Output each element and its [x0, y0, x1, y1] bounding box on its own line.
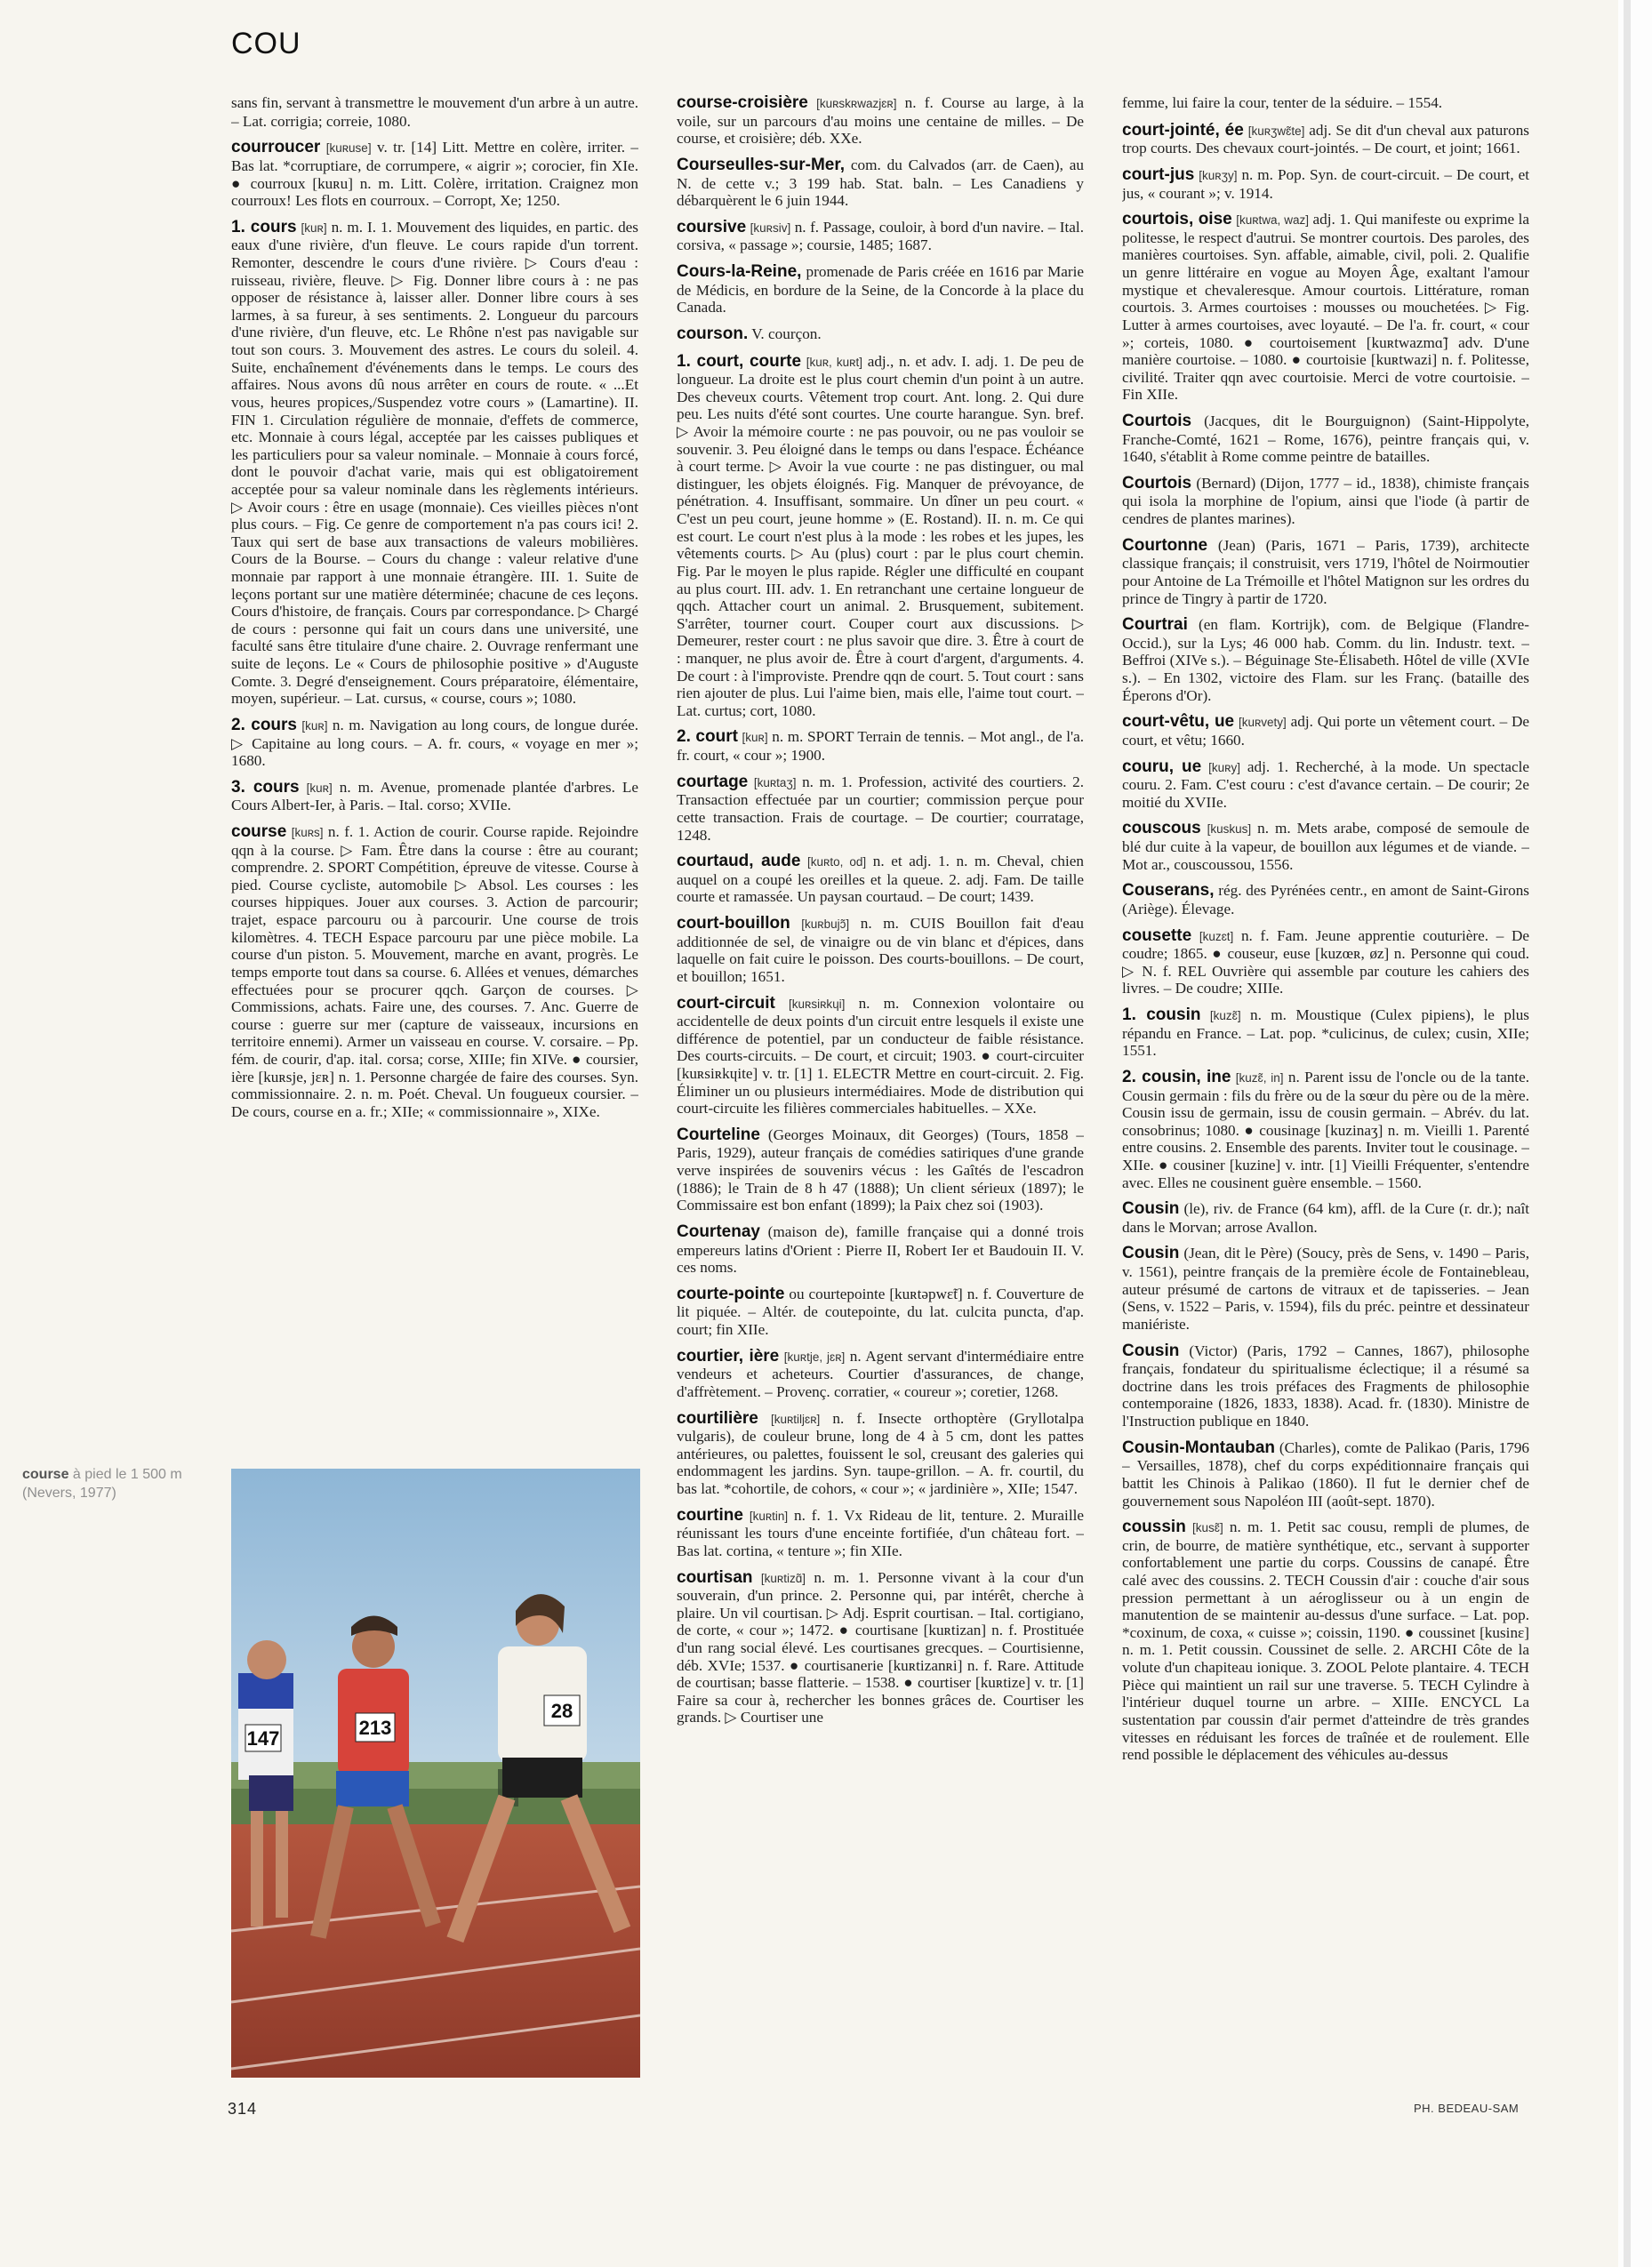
entry-phonetic: [kuskus]	[1207, 822, 1252, 837]
entry-phonetic: [kuʀs]	[291, 826, 324, 839]
entry-headword: courson.	[677, 324, 749, 343]
entry-text: (Jean) (Paris, 1671 – Paris, 1739), architecte classique français; il construisit, vers 1719, l'hôtel de Noirmoutier pour Antoine de La Trémoille et l'hôtel Matignon sur les ordres du prince de Tingry à partir de 1720.	[1122, 536, 1529, 607]
dictionary-entry	[677, 352, 1084, 720]
entry-phonetic: [kuʀtje, jɛʀ]	[783, 1350, 846, 1364]
entry-text: sans fin, servant à transmettre le mouvement d'un arbre à un autre. – Lat. corrigia; correie, 1080.	[231, 94, 638, 130]
dictionary-entry	[677, 1285, 1084, 1339]
entry-phonetic: [kuʀ]	[742, 731, 768, 745]
entry-text: (Victor) (Paris, 1792 – Cannes, 1867), philosophe français, fondateur du spiritualisme éclectique; il a résumé sa doctrine dans les trois préfaces des Fragments de philosophie contemporaine (1826, 1833, 1838). Acad. fr. (1830). Ministre de l'Instruction publique en 1840.	[1122, 1342, 1529, 1430]
entry-phonetic: [kuʀy]	[1208, 760, 1240, 774]
dictionary-entry	[677, 1506, 1084, 1560]
entry-headword: Cours-la-Reine,	[677, 262, 802, 282]
dictionary-entry	[677, 324, 1084, 344]
entry-headword: court-bouillon	[677, 914, 790, 933]
entry-headword: 1. court, courte	[677, 351, 802, 371]
entry-phonetic: [kuʀtwa, waz]	[1236, 213, 1309, 228]
dictionary-entry	[231, 93, 638, 130]
dictionary-entry	[1122, 210, 1529, 404]
dictionary-entry	[1122, 1005, 1529, 1060]
running-race-photo	[231, 1469, 640, 2078]
photo-credit: PH. BEDEAU-SAM	[1414, 2102, 1520, 2115]
entry-text: n. m. Navigation au long cours, de longue durée. ▷ Capitaine au long cours. – A. fr. cours, « voyage en mer »; 1680.	[231, 716, 638, 770]
entry-text: femme, lui faire la cour, tenter de la séduire. – 1554.	[1122, 94, 1443, 111]
dictionary-entry	[1122, 757, 1529, 812]
dictionary-entry	[677, 218, 1084, 254]
dictionary-entry	[677, 93, 1084, 148]
entry-text: adj. Se dit d'un cheval aux paturons trop courts. Des chevaux court-jointés. – De court, et joint; 1661.	[1122, 121, 1529, 157]
caption-keyword: course	[22, 1467, 69, 1482]
entry-phonetic: [kuʀtin]	[749, 1509, 789, 1523]
dictionary-entry	[677, 1409, 1084, 1498]
entry-text: n. f. Fam. Jeune apprentie couturière. – De coudre; 1865. ● couseur, euse [kuzœʀ, øz] n. Personne qui coud. ▷ N. f. REL Ouvrière qui assemble par couture les cahiers des livres. – De coudre; XIIIe.	[1122, 926, 1529, 997]
dictionary-entry	[1122, 926, 1529, 997]
entry-text: n. m. Avenue, promenade plantée d'arbres. Le Cours Albert-Ier, à Paris. – Ital. corso; XVIIe.	[231, 778, 638, 814]
running-head: COU	[231, 27, 301, 60]
entry-text: adj. 1. Qui manifeste ou exprime la politesse, le respect d'autrui. Se montrer courtois. Des paroles, des manières courtoises. Syn. affable, aimable, civil, poli. 2. Qualifie un genre littéraire en vogue au Moyen Âge, exaltant l'amour mystique et chevaleresque. Amour courtois. Littérature, roman courtois. 3. Armes courtoises : mousses ou mouchetées. ▷ Fig. Lutter à armes courtoises, avec loyauté. – De l'a. fr. court, « cour »; corteis, 1080. ● courtoisement [kuʀtwazmɑ̃] adv. D'une manière courtoise. – 1080. ● courtoisie [kuʀtwazi] n. f. Politesse, civilité. Traiter qqn avec courtoisie. Merci de votre courtoisie. – Fin XIIe.	[1122, 211, 1529, 404]
dictionary-entry	[677, 156, 1084, 210]
entry-headword: courtaud, aude	[677, 852, 801, 871]
entry-headword: courroucer	[231, 138, 321, 157]
entry-headword: court-jus	[1122, 164, 1195, 184]
entry-phonetic: [kuzɛt]	[1199, 929, 1234, 943]
dictionary-entry	[677, 1347, 1084, 1401]
entry-text: n. m. CUIS Bouillon fait d'eau additionnée de sel, de vinaigre ou de vin blanc et d'épices, dans laquelle on fait cuire le poisson. Des courts-bouillons. – De court, et bouillon; 1651.	[677, 915, 1084, 985]
entry-headword: court-vêtu, ue	[1122, 712, 1235, 732]
entry-text: n. Parent issu de l'oncle ou de la tante. Cousin germain : fils du frère ou de la sœur du père ou de la mère. Cousin issu de germain, issu de cousin germain. – Abrév. du lat. consobrinus; 1080. ● cousinage [kuzinaʒ] n. m. Vieilli 1. Parenté entre cousins. 2. Ensemble des parents. Inviter tout le cousinage. – XIIe. ● cousiner [kuzine] v. intr. [1] Vieilli Fréquenter, s'entendre avec. Elles ne cousinent guère ensemble. – 1560.	[1122, 1068, 1529, 1191]
entry-headword: courtine	[677, 1505, 743, 1525]
entry-headword: court-circuit	[677, 993, 775, 1013]
entry-text: n. f. Course au large, à la voile, sur un parcours d'au moins une centaine de milles. – De course, et croisière; déb. XXe.	[677, 94, 1084, 148]
entry-phonetic: [kuʀʒwɛ̃te]	[1247, 124, 1305, 138]
entry-headword: Courtonne	[1122, 535, 1208, 555]
entry-headword: Courtrai	[1122, 615, 1188, 635]
entry-phonetic: [kuʀvety]	[1238, 716, 1287, 730]
entry-headword: 1. cours	[231, 217, 297, 236]
entry-text: (maison de), famille française qui a donné trois empereurs latins d'Orient : Pierre II, Robert Ier et Baudouin II. V. ces noms.	[677, 1222, 1084, 1277]
entry-headword: couscous	[1122, 819, 1201, 838]
entry-headword: course-croisière	[677, 93, 808, 112]
entry-text: n. m. Pop. Syn. de court-circuit. – De court, et jus, « courant »; v. 1914.	[1122, 165, 1529, 202]
entry-text: n. m. 1. Personne vivant à la cour d'un souverain, d'un prince. 2. Personne qui, par intérêt, cherche à plaire. Un vil courtisan. ▷ Adj. Esprit courtisan. – Ital. cortigiano, de corte, « cour »; 1472. ● courtisane [kuʀtizan] n. f. Prostituée d'un rang social élevé. Les courtisanes grecques. – Courtisienne, déb. XVIe; 1537. ● courtisanerie [kuʀtizanʀi] n. f. Rare. Attitude de courtisan; basse flatterie. – 1538. ● courtiser [kuʀtize] v. tr. [1] Faire sa cour à, rechercher les bonnes grâces de. Courtiser les grands. ▷ Courtiser une	[677, 1568, 1084, 1726]
entry-text: (en flam. Kortrijk), com. de Belgique (Flandre-Occid.), sur la Lys; 46 000 hab. Comm. du lin. Industr. text. – Beffroi (XIVe s.). – Béguinage Ste-Élisabeth. Hôtel de ville (XVIe s.). – En 1302, victoire des Flam. sur les Franç. (bataille des Éperons d'Or).	[1122, 616, 1529, 704]
entry-text: n. f. 1. Action de courir. Course rapide. Rejoindre qqn à la course. ▷ Fam. Être dans la course : être au courant; comprendre. 2. SPORT Compétition, épreuve de vitesse. Course à pied. Course cycliste, automobile ▷ Absol. Les courses : les courses hippiques. Jouer aux courses. 3. Action de parcourir; trajet, espace parcouru ou à parcourir. Une course de trois kilomètres. 4. TECH Espace parcouru par une pièce mobile. La course d'un piston. 5. Mouvement, marche en avant, progrès. Le temps emporte tout dans sa course. 6. Allées et venues, démarches effectuées pour se procurer qqch. Garçon de courses. ▷ Commissions, achats. Faire une, des courses. 7. Anc. Guerre de course : guerre sur mer (capture de vaisseaux, incursions en territoire ennemi). Armer un vaisseau en course. V. corsaire. – Pp. fém. de courir, d'ap. ital. corsa; corse, XIIIe; fin XIVe. ● coursier, ière [kuʀsje, jɛʀ] n. 1. Personne chargée de faire des courses. Syn. commissionnaire. 2. n. m. Poét. Cheval. Un fougueux coursier. – De cours, course en a. fr.; XIIe; « commissionnaire », XIXe.	[231, 823, 638, 1120]
dictionary-entry	[1122, 881, 1529, 917]
entry-text: adj., n. et adv. I. adj. 1. De peu de longueur. La droite est le plus court chemin d'un point à un autre. Des cheveux courts. Vêtement trop court. Ant. long. 2. Qui dure peu. Les nuits d'été sont courtes. Une courte harangue. Syn. bref. ▷ Avoir la mémoire courte : ne pas pouvoir, ou ne pas vouloir se souvenir. 3. Peu éloigné dans le temps ou dans l'espace. Échéance à court terme. ▷ Avoir la vue courte : ne pas distinguer, ou mal distinguer, les objets éloignés. Fig. Manquer de prévoyance, de pénétration. 4. Insuffisant, sommaire. Un dîner un peu court. « C'est un peu court, jeune homme » (E. Rostand). II. n. m. Ce qui est court. Le court n'est plus à la mode : les robes et les jupes, les vêtements courts. ▷ Au (plus) court : par le plus court chemin. Fig. Par le moyen le plus rapide. Régler une difficulté en coupant au plus court. III. adv. 1. En retranchant une certaine longueur de qqch. Attacher court un animal. 2. Brusquement, subitement. S'arrêter, tourner court. Couper court aux discussions. ▷ Demeurer, rester court : ne plus savoir que dire. 3. Être à court de : manquer, ne plus avoir de. Être à court d'argent, d'arguments. 4. De court : à l'improviste. Prendre qqn de court. 5. Tout court : sans rien ajouter de plus. Lui l'aime bien, mais elle, l'aime tout court. – Lat. curtus; cort, 1080.	[677, 352, 1084, 719]
dictionary-entry	[677, 1125, 1084, 1214]
entry-headword: Courtois	[1122, 473, 1192, 493]
dictionary-entry	[231, 218, 638, 708]
entry-text: n. f. Insecte orthoptère (Gryllotalpa vulgaris), de couleur brune, long de 4 à 5 cm, dont les pattes antérieures, ou palettes, fouissent le sol, creusant des galeries qui endommagent les jardins. Syn. taupe-grillon. – A. fr. courtil, du bas lat. *cohortile, de cohors, « cour »; « jardinière », XIIe; 1547.	[677, 1409, 1084, 1498]
entry-text: (le), riv. de France (64 km), affl. de la Cure (r. dr.); naît dans le Morvan; arrose Avallon.	[1122, 1200, 1529, 1236]
entry-phonetic: [kusɛ̃]	[1192, 1521, 1223, 1535]
entry-headword: 2. court	[677, 727, 738, 747]
dictionary-entry	[1122, 1438, 1529, 1510]
dictionary-entry	[1122, 1199, 1529, 1236]
entry-headword: Cousin-Montauban	[1122, 1438, 1276, 1457]
entry-text: n. m. Connexion volontaire ou accidentelle de deux points d'un circuit entre lesquels il existe une différence de potentiel, par un conducteur de faible résistance. Des courts-circuits. – De court, et circuit; 1903. ● court-circuiter [kuʀsiʀkɥite] v. tr. [1] 1. ELECTR Mettre en court-circuit. 2. Fig. Éliminer un ou plusieurs intermédiaires. Mode de distribution qui court-circuite les filières commerciales habituelles. – XXe.	[677, 994, 1084, 1117]
entry-text: rég. des Pyrénées centr., en amont de Saint-Girons (Ariège). Élevage.	[1122, 882, 1529, 917]
entry-headword: Courseulles-sur-Mer,	[677, 155, 845, 174]
text-column-3	[1122, 93, 1529, 2080]
entry-phonetic: [kuʀtaʒ]	[753, 775, 797, 789]
entry-text: ou courtepointe [kuʀtəpwɛ̃t] n. f. Couverture de lit piquée. – Altér. de coutepointe, du lat. culcita puncta, d'ap. court; fin XIIe.	[677, 1285, 1084, 1339]
entry-text: adj. Qui porte un vêtement court. – De court, et vêtu; 1660.	[1122, 713, 1529, 749]
dictionary-entry	[677, 773, 1084, 844]
entry-phonetic: [kuʀ]	[301, 220, 327, 235]
entry-text: (Bernard) (Dijon, 1777 – id., 1838), chimiste français qui isola la morphine de l'opium, ainsi que l'iode (à partir de cendres de plantes marines).	[1122, 474, 1529, 528]
entry-phonetic: [kuʀto, od]	[807, 855, 867, 869]
bib-number: 147	[246, 1727, 280, 1750]
entry-headword: couru, ue	[1122, 757, 1202, 776]
entry-phonetic: [kuʀskʀwazjɛʀ]	[816, 97, 897, 110]
entry-text: v. tr. [14] Litt. Mettre en colère, irriter. – Bas lat. *corruptiare, de corrumpere, « aigrir »; corocier, fin XIe. ● courroux [kuʀu] n. m. Litt. Colère, irritation. Craignez mon courroux! Les flots en courroux. – Corropt, Xe; 1250.	[231, 139, 638, 210]
text-column-2	[677, 93, 1084, 2080]
entry-text: n. f. 1. Vx Rideau de lit, tenture. 2. Muraille réunissant les tours d'une enceinte fortifiée, d'un château fort. – Bas lat. cortina, « tenture »; fin XIIe.	[677, 1506, 1084, 1559]
dictionary-entry	[1122, 712, 1529, 749]
entry-phonetic: [kuʀsiʀkɥi]	[789, 997, 846, 1011]
entry-text: n. f. Passage, couloir, à bord d'un navire. – Ital. corsiva, « passage »; coursie, 1485; 1687.	[677, 218, 1084, 254]
entry-text: n. m. 1. Petit sac cousu, rempli de plumes, de crin, de bourre, de matière synthétique, etc., servant à supporter confortablement une partie du corps. Coussins de canapé. Être calé avec des coussins. 2. TECH Coussin d'air : couche d'air sous pression permettant à un aéroglisseur ou à un engin de manutention de se maintenir au-dessus d'une surface. – Lat. pop. *coxinum, de coxa, « cuisse »; coissin, 1190. ● coussinet [kusinɛ] n. m. 1. Petit coussin. Coussinet de selle. 2. ARCHI Côte de la volute d'un chapiteau ionique. 3. ZOOL Pelote plantaire. 4. TECH Pièce qui maintient un rail sur une traverse. 5. TECH Cylindre à l'intérieur duquel tourne un arbre. – XIIIe. ENCYCL La sustentation par coussin d'air permet d'atteindre de très grandes vitesses en réduisant les forces de traînée et de roulement. Elle rend possible le déplacement des véhicules au-dessus	[1122, 1518, 1529, 1764]
entry-headword: Cousin	[1122, 1341, 1180, 1360]
photo-caption	[22, 1465, 191, 1502]
dictionary-entry	[1122, 412, 1529, 466]
entry-text: (Georges Moinaux, dit Georges) (Tours, 1858 – Paris, 1929), auteur français de comédies satiriques d'une grande verve inspirées de souvenirs vécus : les Gaîtés de l'escadron (1886); le Train de 8 h 47 (1888); Un client sérieux (1897); le Commissaire est bon enfant (1899); la Paix chez soi (1903).	[677, 1125, 1084, 1214]
dictionary-entry	[677, 727, 1084, 764]
dictionary-entry	[677, 1222, 1084, 1277]
dictionary-entry	[231, 716, 638, 770]
dictionary-entry	[1122, 1244, 1529, 1333]
entry-text: promenade de Paris créée en 1616 par Marie de Médicis, en bordure de la Seine, de la Concorde à la place du Canada.	[677, 263, 1084, 316]
dictionary-entry	[1122, 1342, 1529, 1430]
entry-text: (Jean, dit le Père) (Soucy, près de Sens, v. 1490 – Paris, v. 1561), peintre français de la première école de Fontainebleau, auteur présumé de cartons de vitraux et de tapisseries. – Jean (Sens, v. 1522 – Paris, v. 1594), fils du préc. peintre et dessinateur maniériste.	[1122, 1245, 1529, 1333]
entry-headword: Courtois	[1122, 411, 1192, 430]
dictionary-entry	[1122, 93, 1529, 113]
entry-headword: courtage	[677, 772, 749, 791]
entry-headword: coursive	[677, 217, 747, 236]
entry-text: n. Agent servant d'intermédiaire entre vendeurs et acheteurs. Courtier d'assurances, de change, d'affrètement. – Provenç. corratier, « coureur »; coretier, 1268.	[677, 1347, 1084, 1400]
dictionary-entry	[677, 262, 1084, 316]
entry-text: adj. 1. Recherché, à la mode. Un spectacle couru. 2. Fam. C'est couru : c'est d'avance certain. – De courir; 2e moitié du XVIIe.	[1122, 757, 1529, 811]
entry-headword: 2. cousin, ine	[1122, 1067, 1231, 1086]
page-edge	[1618, 0, 1652, 2267]
entry-headword: course	[231, 822, 287, 841]
entry-text: n. m. Moustique (Culex pipiens), le plus répandu en France. – Lat. pop. *culicinus, de culex; cusin, XIIe; 1551.	[1122, 1006, 1529, 1060]
entry-phonetic: [kuʀsiv]	[750, 220, 791, 235]
dictionary-entry	[1122, 819, 1529, 873]
entry-headword: Courtenay	[677, 1222, 760, 1241]
dictionary-entry	[677, 914, 1084, 985]
dictionary-entry	[1122, 615, 1529, 704]
dictionary-entry	[1122, 121, 1529, 157]
page-number: 314	[228, 2100, 258, 2118]
entry-headword: Cousin	[1122, 1244, 1180, 1263]
dictionary-entry	[1122, 165, 1529, 202]
entry-phonetic: [kuzɛ̃]	[1209, 1009, 1241, 1023]
caption-text: à pied le 1 500 m (Nevers, 1977)	[22, 1467, 182, 1502]
bib-number: 213	[358, 1717, 392, 1739]
entry-headword: 2. cours	[231, 715, 297, 734]
entry-text: n. et adj. 1. n. m. Cheval, chien auquel on a coupé les oreilles et la queue. 2. adj. Fam. De taille courte et ramassée. Un paysan courtaud. – De court; 1439.	[677, 853, 1084, 906]
entry-headword: coussin	[1122, 1518, 1186, 1537]
entry-text: (Charles), comte de Palikao (Paris, 1796 – Versailles, 1878), chef du corps expéditionnaire français qui battit les Chinois à Palikao (1860). Il fut le dernier chef de gouvernement sous Napoléon III (août-sept. 1870).	[1122, 1438, 1529, 1510]
dictionary-entry	[1122, 1518, 1529, 1764]
dictionary-entry	[1122, 536, 1529, 607]
entry-phonetic: [kuʀtizɑ̃]	[760, 1571, 806, 1585]
dictionary-entry	[231, 822, 638, 1120]
dictionary-entry	[1122, 1068, 1529, 1191]
dictionary-entry	[231, 138, 638, 209]
dictionary-entry	[1122, 474, 1529, 528]
dictionary-entry	[231, 778, 638, 814]
entry-phonetic: [kuʀbujɔ̃]	[801, 917, 850, 932]
entry-text: n. m. I. 1. Mouvement des liquides, en partic. des eaux d'une rivière, d'un fleuve. Le cours rapide d'un torrent. Remonter, descendre le cours d'une rivière. ▷ Cours d'eau : ruisseau, rivière, fleuve. ▷ Fig. Donner libre cours à : ne pas opposer de résistance à, laisser aller. Donner libre cours à ses larmes, à sa fureur, à ses sentiments. 2. Longueur du parcours d'une rivière, d'un fleuve, etc. Le Rhône n'est pas navigable sur tout son cours. 3. Mouvement des astres. Le cours du soleil. 4. Suite, enchaînement d'événements dans le temps. Le cours des affaires. Nous avons dû nous arrêter en cours de route. « ...Et vous, heures propices,/Suspendez votre cours » (Lamartine). II. FIN 1. Circulation régulière de monnaie, d'effets de commerce, etc. Monnaie à cours légal, acceptée par les caisses publiques et les particuliers pour sa valeur nominale. – Monnaie à cours forcé, dont le pouvoir d'achat varie, mais qui est obligatoirement acceptée pour sa valeur nominale dans les règlements intérieurs. ▷ Avoir cours : être en usage (monnaie). Ces vieilles pièces n'ont plus cours. – Fig. Ce genre de comportement n'a pas cours ici! 2. Taux qui sert de base aux transactions de valeurs mobilières. Cours de la Bourse. – Cours du change : valeur relative d'une monnaie par rapport à une monnaie étrangère. III. 1. Suite de leçons portant sur une matière déterminée; chacune de ces leçons. Cours d'histoire, de français. Cours par correspondance. ▷ Chargé de cours : personne qui fait un cours dans une université, une faculté sans être titulaire d'une chaire. 2. Ouvrage renfermant une suite de leçons. Le « Cours de philosophie positive » d'Auguste Comte. 3. Degré d'enseignement. Cours préparatoire, élémentaire, moyen, supérieur. – Lat. cursus, « course, cours »; 1080.	[231, 218, 638, 708]
entry-headword: Courteline	[677, 1125, 760, 1144]
entry-headword: Cousin	[1122, 1199, 1180, 1219]
entry-headword: Couserans,	[1122, 881, 1215, 901]
dictionary-entry	[677, 994, 1084, 1117]
entry-headword: courtier, ière	[677, 1346, 780, 1366]
entry-text: n. m. Mets arabe, composé de semoule de blé dur cuite à la vapeur, de bouillon aux légumes et de viande. – Mot ar., couscoussou, 1556.	[1122, 820, 1529, 873]
entry-text: n. m. 1. Profession, activité des courtiers. 2. Transaction effectuée par un courtier; commission perçue pour cette transaction. Frais de courtage. – De courtier; courratage, 1248.	[677, 773, 1084, 844]
entry-text: com. du Calvados (arr. de Caen), au N. de cette v.; 3 199 hab. Stat. baln. – Les Canadiens y débarquèrent le 6 juin 1944.	[677, 156, 1084, 210]
adjacent-page-bleed	[1624, 0, 1631, 2267]
entry-phonetic: [kuzɛ̃, in]	[1235, 1070, 1284, 1085]
dictionary-entry	[677, 852, 1084, 906]
entry-phonetic: [kuʀ]	[306, 781, 333, 795]
entry-phonetic: [kuʀʒy]	[1199, 168, 1238, 182]
entry-headword: 1. cousin	[1122, 1005, 1201, 1025]
entry-headword: court-jointé, ée	[1122, 120, 1244, 140]
entry-phonetic: [kuʀuse]	[325, 141, 372, 156]
entry-phonetic: [kuʀ]	[301, 718, 328, 733]
entry-text: (Jacques, dit le Bourguignon) (Saint-Hippolyte, Franche-Comté, 1621 – Rome, 1676), peintre français qui, v. 1640, s'établit à Rome comme peintre de batailles.	[1122, 412, 1529, 466]
race-photo-illustration	[231, 1469, 640, 2078]
entry-headword: courtois, oise	[1122, 210, 1232, 229]
entry-phonetic: [kuʀ, kuʀt]	[806, 355, 862, 369]
entry-text: n. m. SPORT Terrain de tennis. – Mot angl., de l'a. fr. court, « cour »; 1900.	[677, 728, 1084, 765]
entry-headword: courtisan	[677, 1567, 753, 1587]
bib-number: 28	[550, 1700, 573, 1722]
entry-headword: courte-pointe	[677, 1284, 785, 1303]
entry-headword: 3. cours	[231, 777, 300, 797]
entry-headword: cousette	[1122, 925, 1192, 945]
entry-text: V. courçon.	[751, 324, 822, 342]
entry-headword: courtilière	[677, 1408, 758, 1428]
dictionary-entry	[677, 1568, 1084, 1727]
entry-phonetic: [kuʀtiljɛʀ]	[770, 1412, 821, 1426]
